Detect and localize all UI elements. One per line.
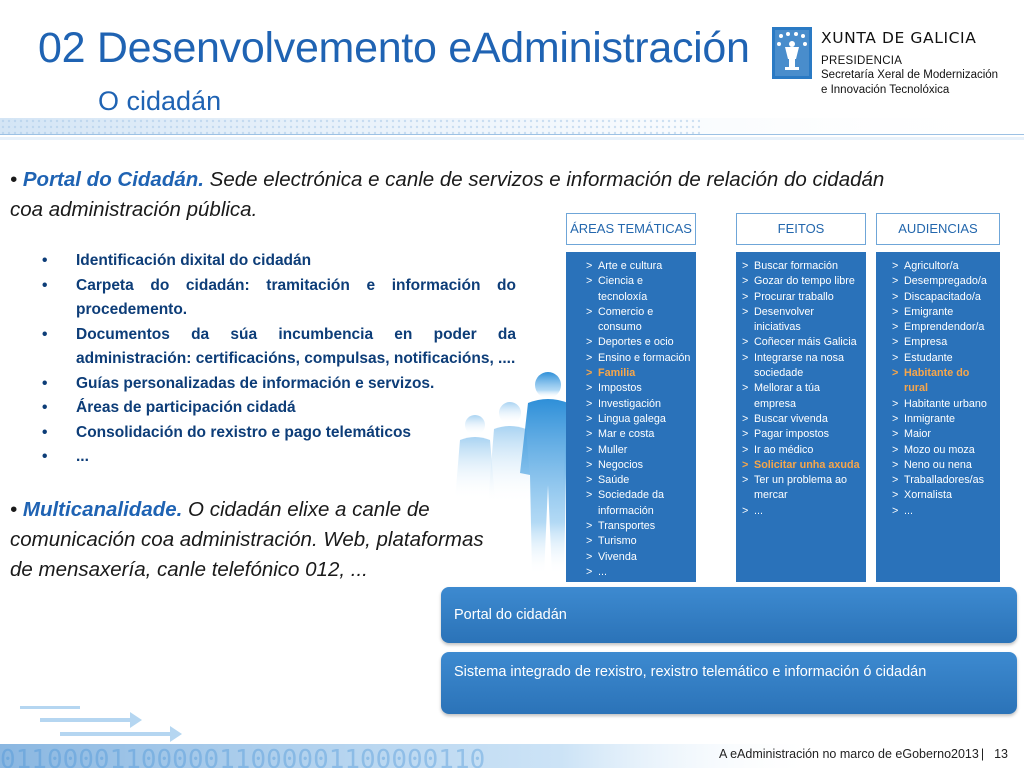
multichannel-intro: • Multicanalidade. O cidadán elixe a canle de comunicación coa administración. Web, plataformas de mensaxería, canle telefónico 012, ...: [10, 498, 484, 581]
list-item[interactable]: > Lingua galega: [586, 412, 692, 427]
list-item[interactable]: > Empresa: [892, 335, 996, 350]
list-item[interactable]: > Solicitar unha axuda: [742, 458, 862, 473]
multichannel-keyword: Multicanalidade.: [22, 498, 183, 521]
header-decoration: [0, 118, 1024, 156]
list-item[interactable]: > Muller: [586, 443, 692, 458]
list-item[interactable]: > Habitante do rural: [892, 366, 996, 397]
list-item[interactable]: > ...: [742, 504, 862, 519]
list-item[interactable]: > Sociedade da información: [586, 488, 692, 519]
list-item[interactable]: > Estudante: [892, 351, 996, 366]
list-item: • Documentos da súa incumbencia en poder da administración: certificacións, compulsas, notificacións, ....: [42, 323, 516, 372]
list-item[interactable]: > ...: [892, 504, 996, 519]
list-item[interactable]: > Familia: [586, 366, 692, 381]
list-item: • ...: [42, 445, 516, 470]
list-item[interactable]: > Agricultor/a: [892, 259, 996, 274]
list-item[interactable]: > Buscar formación: [742, 259, 862, 274]
list-item[interactable]: > Gozar do tempo libre: [742, 274, 862, 289]
xunta-logo: [772, 26, 1018, 102]
areas-tematicas-list: [586, 259, 692, 580]
footer: [719, 747, 1008, 761]
list-item[interactable]: > Negocios: [586, 458, 692, 473]
list-item[interactable]: > Comercio e consumo: [586, 305, 692, 336]
list-item[interactable]: > Turismo: [586, 534, 692, 549]
audiencias-panel: [876, 252, 1000, 582]
portal-intro: • Portal do Cidadán. Sede electrónica e canle de servizos e información de relación do cidadán coa administración pública.: [10, 168, 885, 221]
list-item[interactable]: > Procurar traballo: [742, 290, 862, 305]
galicia-crest-icon: [772, 27, 812, 79]
portal-keyword: Portal do Cidadán.: [22, 168, 204, 191]
logo-line-1: PRESIDENCIA: [821, 55, 903, 67]
list-item[interactable]: > Pagar impostos: [742, 427, 862, 442]
list-item[interactable]: > Xornalista: [892, 488, 996, 503]
list-item[interactable]: > Emprendendor/a: [892, 320, 996, 335]
list-item[interactable]: > Mozo ou moza: [892, 443, 996, 458]
list-item[interactable]: > ...: [586, 565, 692, 580]
list-item[interactable]: > Ter un problema ao mercar: [742, 473, 862, 504]
footer-separator: |: [980, 747, 985, 761]
list-item[interactable]: > Vivenda: [586, 550, 692, 565]
logo-line-2: Secretaría Xeral de Modernización: [821, 69, 999, 81]
list-item[interactable]: > Desempregado/a: [892, 274, 996, 289]
list-item[interactable]: > Ensino e formación: [586, 351, 692, 366]
areas-tematicas-panel: [566, 252, 696, 582]
audiencias-header: AUDIENCIAS: [876, 213, 1000, 245]
list-item[interactable]: > Maior: [892, 427, 996, 442]
list-item: • Identificación dixital do cidadán: [42, 249, 516, 274]
list-item[interactable]: > Discapacitado/a: [892, 290, 996, 305]
portal-description: Sede electrónica e canle de servizos e información de relación do cidadán coa administración pública.: [10, 168, 885, 221]
list-item[interactable]: > Deportes e ocio: [586, 335, 692, 350]
audiencias-list: [892, 259, 996, 519]
feitos-panel: [736, 252, 866, 582]
list-item[interactable]: > Coñecer máis Galicia: [742, 335, 862, 350]
list-item: • Consolidación do rexistro e pago telemáticos: [42, 421, 516, 446]
list-item[interactable]: > Arte e cultura: [586, 259, 692, 274]
list-item[interactable]: > Saúde: [586, 473, 692, 488]
list-item[interactable]: > Ciencia e tecnoloxía: [586, 274, 692, 305]
slide-subtitle: O cidadán: [98, 86, 222, 116]
footer-label: A eAdministración no marco de eGoberno2013: [718, 747, 979, 761]
audiencias-column: [876, 213, 1000, 582]
list-item[interactable]: > Investigación: [586, 397, 692, 412]
list-item[interactable]: > Mellorar a túa empresa: [742, 381, 862, 412]
logo-brand: XUNTA DE GALICIA: [821, 29, 977, 47]
list-item[interactable]: > Mar e costa: [586, 427, 692, 442]
integrated-system-box: Sistema integrado de rexistro, rexistro telemático e información ó cidadán: [441, 652, 1017, 714]
logo-line-3: e Innovación Tecnolóxica: [821, 84, 950, 96]
list-item[interactable]: > Desenvolver iniciativas: [742, 305, 862, 336]
list-item[interactable]: > Inmigrante: [892, 412, 996, 427]
binary-watermark: 0110000110000011000001100000110: [0, 745, 486, 768]
list-item[interactable]: > Habitante urbano: [892, 397, 996, 412]
list-item[interactable]: > Traballadores/as: [892, 473, 996, 488]
list-item[interactable]: > Transportes: [586, 519, 692, 534]
page-number: 13: [994, 747, 1008, 761]
list-item[interactable]: > Buscar vivenda: [742, 412, 862, 427]
feitos-list: [742, 259, 862, 519]
areas-tematicas-header: ÁREAS TEMÁTICAS: [566, 213, 696, 245]
multichannel-description: O cidadán elixe a canle de comunicación coa administración. Web, plataformas de mensaxería, canle telefónico 012, ...: [10, 498, 484, 581]
portal-cidadan-box: Portal do cidadán: [441, 587, 1017, 643]
list-item: • Carpeta do cidadán: tramitación e información do procedemento.: [42, 274, 516, 323]
feitos-column: [736, 213, 866, 582]
slide-title: 02 Desenvolvemento eAdministración: [38, 24, 750, 72]
list-item[interactable]: > Emigrante: [892, 305, 996, 320]
feitos-header: FEITOS: [736, 213, 866, 245]
list-item: • Áreas de participación cidadá: [42, 396, 516, 421]
areas-tematicas-column: [566, 213, 696, 582]
list-item: • Guías personalizadas de información e servizos.: [42, 372, 516, 397]
list-item[interactable]: > Ir ao médico: [742, 443, 862, 458]
list-item[interactable]: > Neno ou nena: [892, 458, 996, 473]
list-item[interactable]: > Integrarse na nosa sociedade: [742, 351, 862, 382]
list-item[interactable]: > Impostos: [586, 381, 692, 396]
